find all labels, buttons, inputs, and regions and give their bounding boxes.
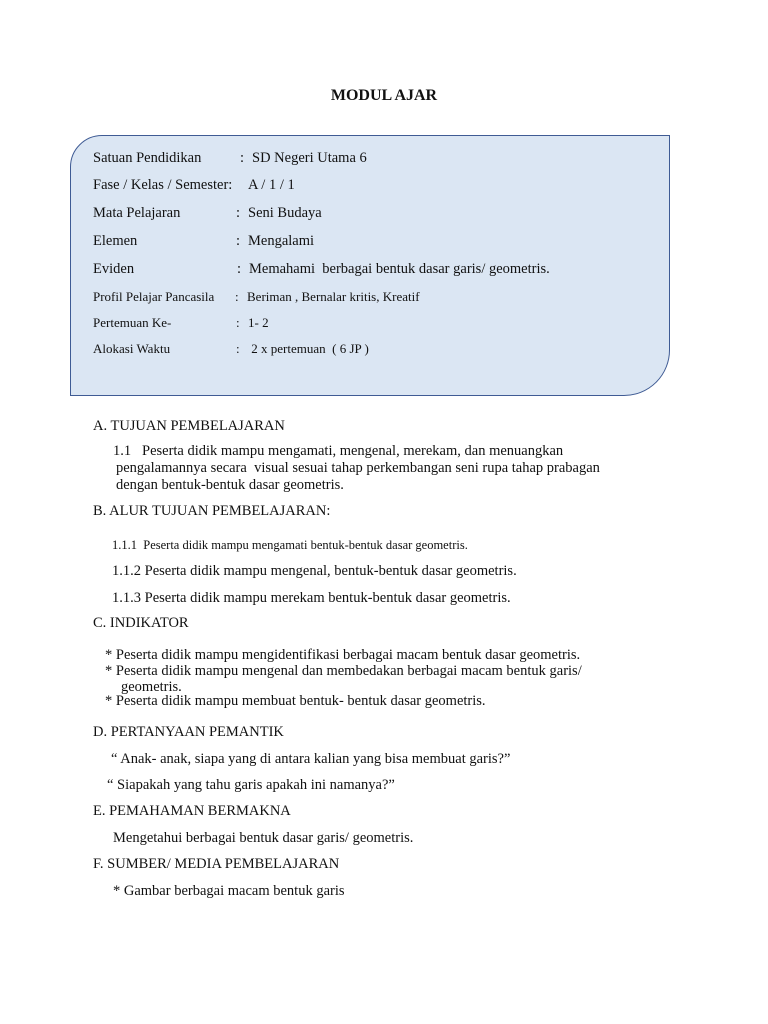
section-b-line: 1.1.3 Peserta didik mampu merekam bentuk-bentuk dasar geometris. <box>112 590 511 606</box>
info-label: Mata Pelajaran <box>93 205 181 221</box>
info-label: Satuan Pendidikan <box>93 150 202 166</box>
info-colon: : <box>236 205 241 221</box>
section-e-line: Mengetahui berbagai bentuk dasar garis/ geometris. <box>113 830 414 846</box>
info-value: 1- 2 <box>248 315 269 330</box>
info-value: Seni Budaya <box>248 205 322 221</box>
section-a-line: pengalamannya secara visual sesuai tahap perkembangan seni rupa tahap prabagan <box>116 460 600 476</box>
info-colon: : <box>236 233 241 249</box>
info-label: Eviden <box>93 261 135 277</box>
section-f-line: * Gambar berbagai macam bentuk garis <box>113 883 345 899</box>
section-d-line: “ Siapakah yang tahu garis apakah ini namanya?” <box>107 777 395 793</box>
section-d-line: “ Anak- anak, siapa yang di antara kalian yang bisa membuat garis?” <box>111 751 511 767</box>
section-b-line: 1.1.2 Peserta didik mampu mengenal, bentuk-bentuk dasar geometris. <box>112 563 517 579</box>
info-label: Pertemuan Ke- <box>93 315 172 330</box>
info-colon: : <box>236 315 240 330</box>
section-c-line: * Peserta didik mampu mengidentifikasi berbagai macam bentuk dasar geometris. <box>105 647 581 663</box>
info-colon: : <box>235 289 239 304</box>
info-value: SD Negeri Utama 6 <box>252 150 367 166</box>
info-value: Beriman , Bernalar kritis, Kreatif <box>247 289 420 304</box>
section-d-heading: D. PERTANYAAN PEMANTIK <box>93 724 284 740</box>
info-colon: : <box>237 261 242 277</box>
info-value: A / 1 / 1 <box>248 177 295 193</box>
document-title: MODUL AJAR <box>330 87 438 104</box>
section-a-line: dengan bentuk-bentuk dasar geometris. <box>116 477 344 493</box>
section-c-line: geometris. <box>121 679 182 695</box>
section-a-heading: A. TUJUAN PEMBELAJARAN <box>93 418 285 434</box>
section-a-line: 1.1 Peserta didik mampu mengamati, mengenal, merekam, dan menuangkan <box>113 443 564 459</box>
section-c-line: * Peserta didik mampu mengenal dan membedakan berbagai macam bentuk garis/ <box>105 663 582 679</box>
section-f-heading: F. SUMBER/ MEDIA PEMBELAJARAN <box>93 856 340 872</box>
section-c-line: * Peserta didik mampu membuat bentuk- bentuk dasar geometris. <box>105 693 486 709</box>
info-label: Profil Pelajar Pancasila <box>93 289 215 304</box>
section-c-heading: C. INDIKATOR <box>93 615 189 631</box>
info-label: Alokasi Waktu <box>93 341 171 356</box>
info-colon: : <box>236 341 240 356</box>
section-b-heading: B. ALUR TUJUAN PEMBELAJARAN: <box>93 503 331 519</box>
info-label: Elemen <box>93 233 138 249</box>
section-b-line: 1.1.1 Peserta didik mampu mengamati bentuk-bentuk dasar geometris. <box>112 538 468 552</box>
section-e-heading: E. PEMAHAMAN BERMAKNA <box>93 803 291 819</box>
info-label: Fase / Kelas / Semester: <box>93 177 233 193</box>
info-value: Memahami berbagai bentuk dasar garis/ geometris. <box>249 261 550 277</box>
info-value: Mengalami <box>248 233 315 249</box>
info-value: 2 x pertemuan ( 6 JP ) <box>248 341 369 356</box>
info-colon: : <box>240 150 245 166</box>
